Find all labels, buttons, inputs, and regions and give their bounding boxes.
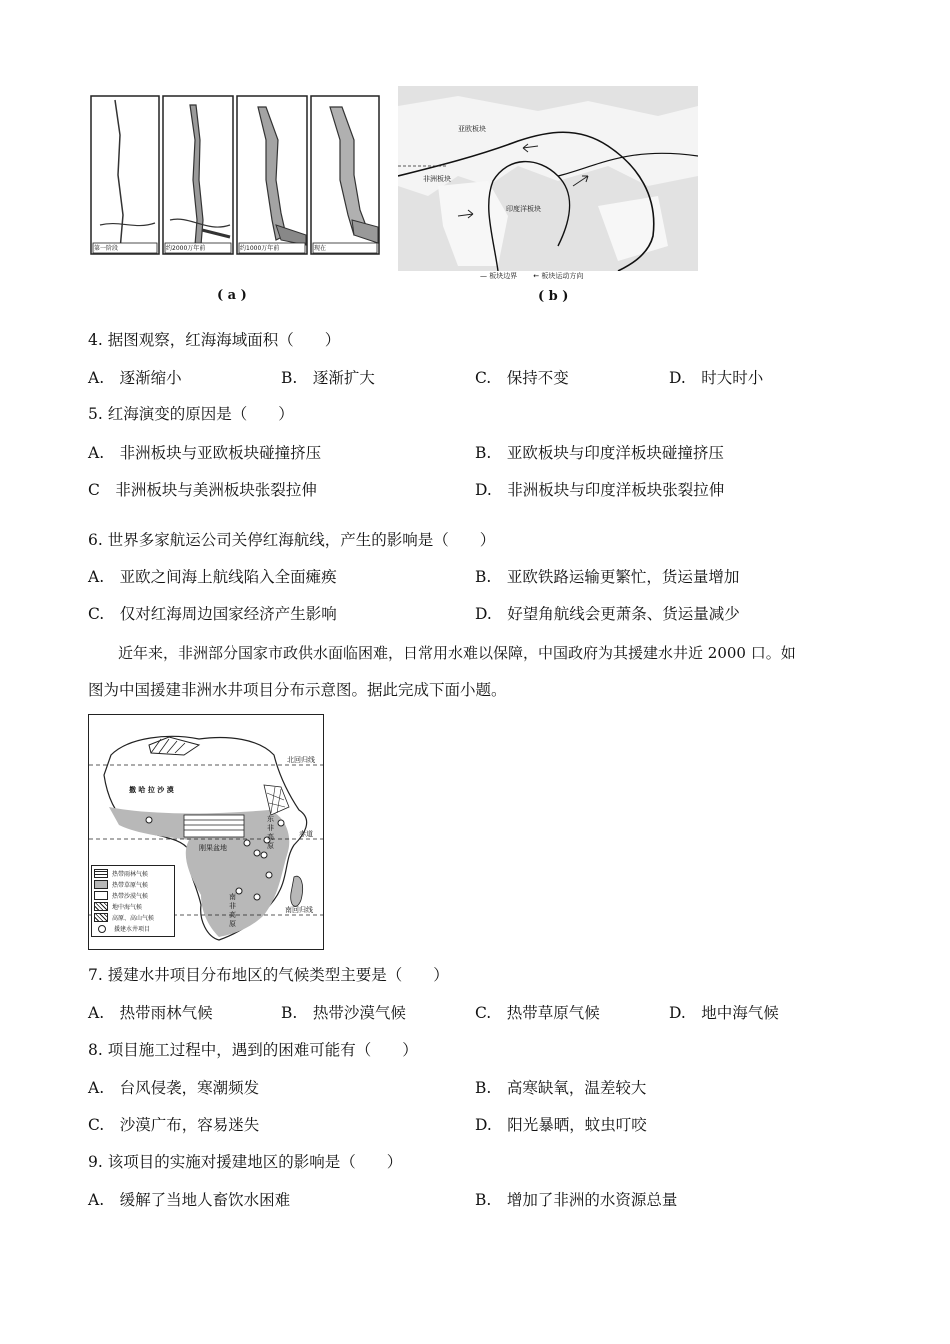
q9-option-a: A. 缓解了当地人畜饮水困难	[88, 1191, 291, 1209]
panel-label-1: 第一阶段	[94, 245, 119, 252]
q7-option-b: B. 热带沙漠气候	[281, 1004, 406, 1022]
figure-b-legend	[480, 271, 583, 281]
figure-b-caption: ( b )	[538, 289, 569, 304]
q4-option-a: A. 逐渐缩小	[88, 369, 182, 387]
figure-a	[90, 95, 380, 255]
q4-option-d: D. 时大时小	[669, 369, 764, 387]
passage-line-1: 近年来，非洲部分国家市政供水面临困难，日常用水难以保障，中国政府为其援建水井近 2000 口。如	[118, 644, 796, 662]
q8-option-c: C. 沙漠广布，容易迷失	[88, 1116, 260, 1134]
q6-option-a: A. 亚欧之间海上航线陷入全面瘫痪	[88, 568, 337, 586]
label-african-plate: 非洲板块	[423, 175, 451, 183]
south-africa-label: 南非高原	[229, 893, 236, 928]
q5-option-a: A. 非洲板块与亚欧板块碰撞挤压	[88, 444, 322, 462]
q8-stem: 8. 项目施工过程中，遇到的困难可能有（ ）	[88, 1041, 418, 1059]
q6-option-d: D. 好望角航线会更萧条、货运量减少	[475, 605, 740, 623]
east-africa-label: 东非高原	[267, 815, 274, 850]
q8-option-b: B. 高寒缺氧，温差较大	[475, 1079, 647, 1097]
passage-line-2: 图为中国援建非洲水井项目分布示意图。据此完成下面小题。	[88, 681, 507, 699]
legend-mediterranean: 地中海气候	[94, 901, 172, 912]
legend-well: 援建水井项目	[94, 923, 172, 934]
q4-stem: 4. 据图观察，红海海域面积（ ）	[88, 331, 341, 349]
q7-option-c: C. 热带草原气候	[475, 1004, 600, 1022]
tropic-capricorn-label: 南回归线	[285, 906, 313, 914]
legend-movement: ← 板块运动方向	[533, 272, 584, 280]
figure-a-caption: ( a )	[217, 288, 247, 303]
red-sea-evolution-panels	[90, 95, 380, 257]
q9-option-b: B. 增加了非洲的水资源总量	[475, 1191, 678, 1209]
q8-option-a: A. 台风侵袭，寒潮频发	[88, 1079, 260, 1097]
q7-stem: 7. 援建水井项目分布地区的气候类型主要是（ ）	[88, 966, 449, 984]
panel-label-2: 约2000万年前	[166, 245, 206, 252]
panel-label-3: 约1000万年前	[240, 245, 280, 252]
q7-option-a: A. 热带雨林气候	[88, 1004, 213, 1022]
q5-option-b: B. 亚欧板块与印度洋板块碰撞挤压	[475, 444, 724, 462]
q4-option-c: C. 保持不变	[475, 369, 569, 387]
q7-option-d: D. 地中海气候	[669, 1004, 779, 1022]
legend-savanna: 热带草原气候	[94, 879, 172, 890]
legend-boundary: — 板块边界	[480, 272, 518, 280]
q9-stem: 9. 该项目的实施对援建地区的影响是（ ）	[88, 1153, 403, 1171]
legend-highland: 高原、高山气候	[94, 912, 172, 923]
q5-option-c: C 非洲板块与美洲板块张裂拉伸	[88, 481, 317, 499]
tropic-cancer-label: 北回归线	[287, 756, 315, 764]
legend-rainforest: 热带雨林气候	[94, 868, 172, 879]
africa-map-legend	[91, 865, 175, 937]
label-indian-ocean-plate: 印度洋板块	[506, 205, 541, 213]
q6-option-c: C. 仅对红海周边国家经济产生影响	[88, 605, 337, 623]
congo-basin-label: 刚果盆地	[199, 844, 227, 852]
q5-option-d: D. 非洲板块与印度洋板块张裂拉伸	[475, 481, 725, 499]
label-eurasian-plate: 亚欧板块	[458, 125, 486, 133]
q6-stem: 6. 世界多家航运公司关停红海航线，产生的影响是（ ）	[88, 531, 496, 549]
q6-option-b: B. 亚欧铁路运输更繁忙，货运量增加	[475, 568, 740, 586]
q4-option-b: B. 逐渐扩大	[281, 369, 375, 387]
africa-well-map	[88, 714, 324, 950]
panel-label-4: 现在	[314, 245, 327, 252]
sahara-label: 撒 哈 拉 沙 漠	[129, 786, 174, 794]
legend-desert: 热带沙漠气候	[94, 890, 172, 901]
q5-stem: 5. 红海演变的原因是（ ）	[88, 405, 294, 423]
figure-b	[398, 86, 698, 271]
equator-label: 赤道	[299, 830, 313, 838]
q8-option-d: D. 阳光暴晒，蚊虫叮咬	[475, 1116, 647, 1134]
